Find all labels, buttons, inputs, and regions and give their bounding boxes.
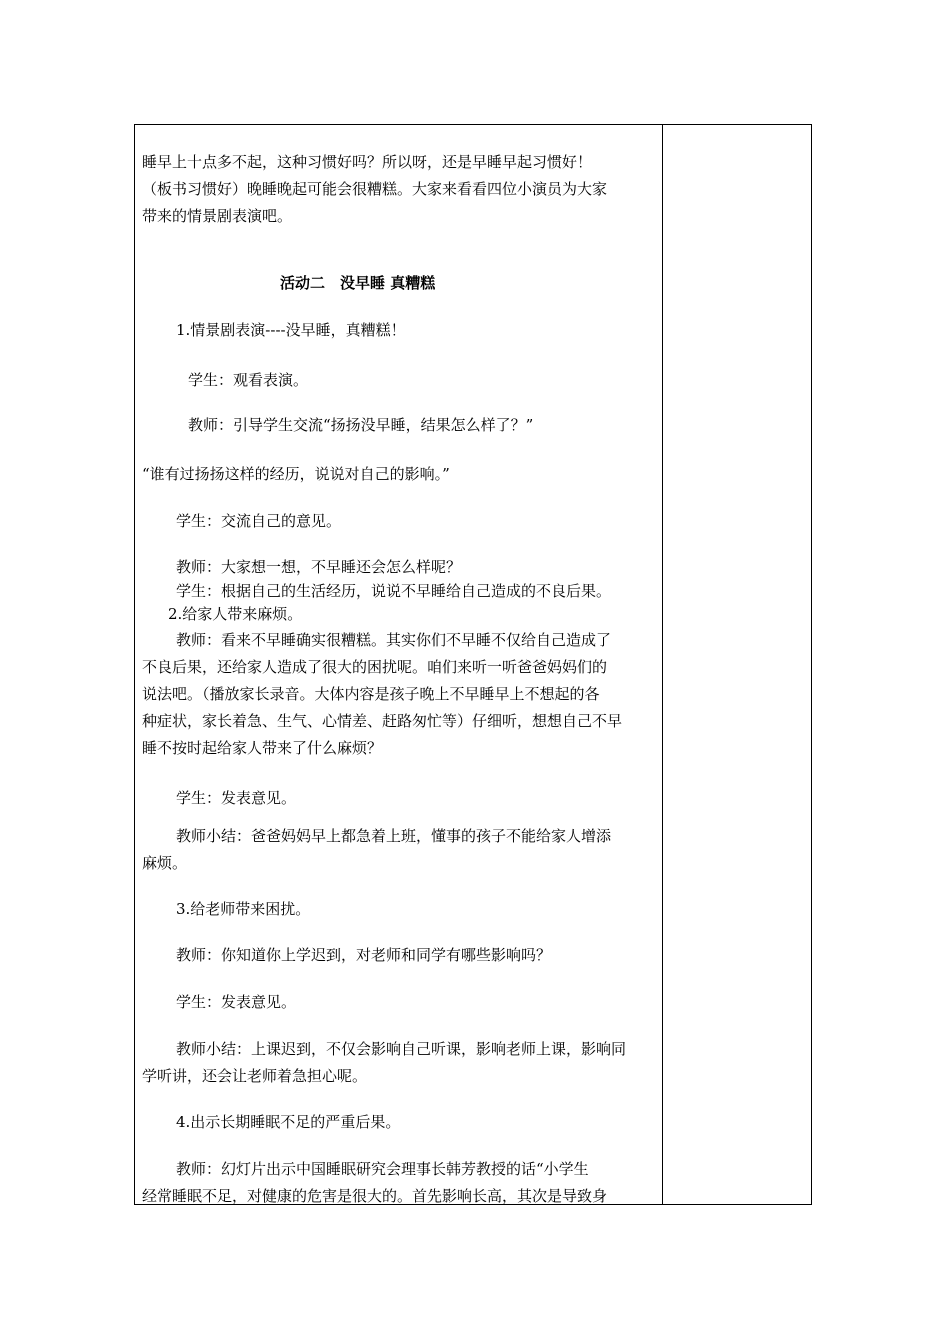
paragraph-line: 经常睡眠不足，对健康的危害是很大的。首先影响长高，其次是导致身 bbox=[142, 1187, 608, 1205]
paragraph-line: 教师：幻灯片出示中国睡眠研究会理事长韩芳教授的话“小学生 bbox=[176, 1160, 589, 1178]
paragraph-line: 睡不按时起给家人带来了什么麻烦？ bbox=[142, 739, 383, 757]
paragraph-line: （板书习惯好）晚睡晚起可能会很糟糕。大家来看看四位小演员为大家 bbox=[142, 180, 608, 198]
paragraph-line: 不良后果，还给家人造成了很大的困扰呢。咱们来听一听爸爸妈妈们的 bbox=[142, 658, 608, 676]
paragraph-line: 教师小结：爸爸妈妈早上都急着上班，懂事的孩子不能给家人增添 bbox=[176, 827, 612, 845]
paragraph-line: 睡早上十点多不起，这种习惯好吗？所以呀，还是早睡早起习惯好！ bbox=[142, 153, 593, 171]
paragraph-line: 4.出示长期睡眠不足的严重后果。 bbox=[176, 1113, 401, 1131]
paragraph-line: 学生：发表意见。 bbox=[176, 789, 297, 807]
paragraph-line: 教师：你知道你上学迟到，对老师和同学有哪些影响吗？ bbox=[176, 946, 552, 964]
paragraph-line: 3.给老师带来困扰。 bbox=[176, 900, 311, 918]
paragraph-line: 1.情景剧表演----没早睡，真糟糕！ bbox=[176, 321, 406, 339]
paragraph-line: 麻烦。 bbox=[142, 854, 188, 872]
paragraph-line: 教师：引导学生交流“扬扬没早睡，结果怎么样了？” bbox=[188, 416, 534, 434]
paragraph-line: 学生：根据自己的生活经历，说说不早睡给自己造成的不良后果。 bbox=[176, 582, 612, 600]
paragraph-line: 学听讲，还会让老师着急担心呢。 bbox=[142, 1067, 368, 1085]
paragraph-line: 学生：发表意见。 bbox=[176, 993, 297, 1011]
section-heading: 活动二 没早睡 真糟糕 bbox=[280, 274, 436, 292]
paragraph-line: 教师：看来不早睡确实很糟糕。其实你们不早睡不仅给自己造成了 bbox=[176, 631, 612, 649]
paragraph-line: 教师小结：上课迟到，不仅会影响自己听课，影响老师上课，影响同 bbox=[176, 1040, 627, 1058]
document-table bbox=[134, 124, 812, 1205]
paragraph-line: 种症状，家长着急、生气、心情差、赶路匆忙等）仔细听，想想自己不早 bbox=[142, 712, 623, 730]
column-divider bbox=[662, 125, 663, 1204]
paragraph-line: 教师：大家想一想，不早睡还会怎么样呢？ bbox=[176, 558, 462, 576]
paragraph-line: 2.给家人带来麻烦。 bbox=[168, 605, 303, 623]
paragraph-line: “谁有过扬扬这样的经历，说说对自己的影响。” bbox=[142, 465, 450, 483]
paragraph-line: 学生：交流自己的意见。 bbox=[176, 512, 342, 530]
lesson-content-cell bbox=[142, 125, 654, 1204]
paragraph-line: 学生：观看表演。 bbox=[188, 371, 309, 389]
paragraph-line: 带来的情景剧表演吧。 bbox=[142, 207, 293, 225]
paragraph-line: 说法吧。（播放家长录音。大体内容是孩子晚上不早睡早上不想起的各 bbox=[142, 685, 600, 703]
